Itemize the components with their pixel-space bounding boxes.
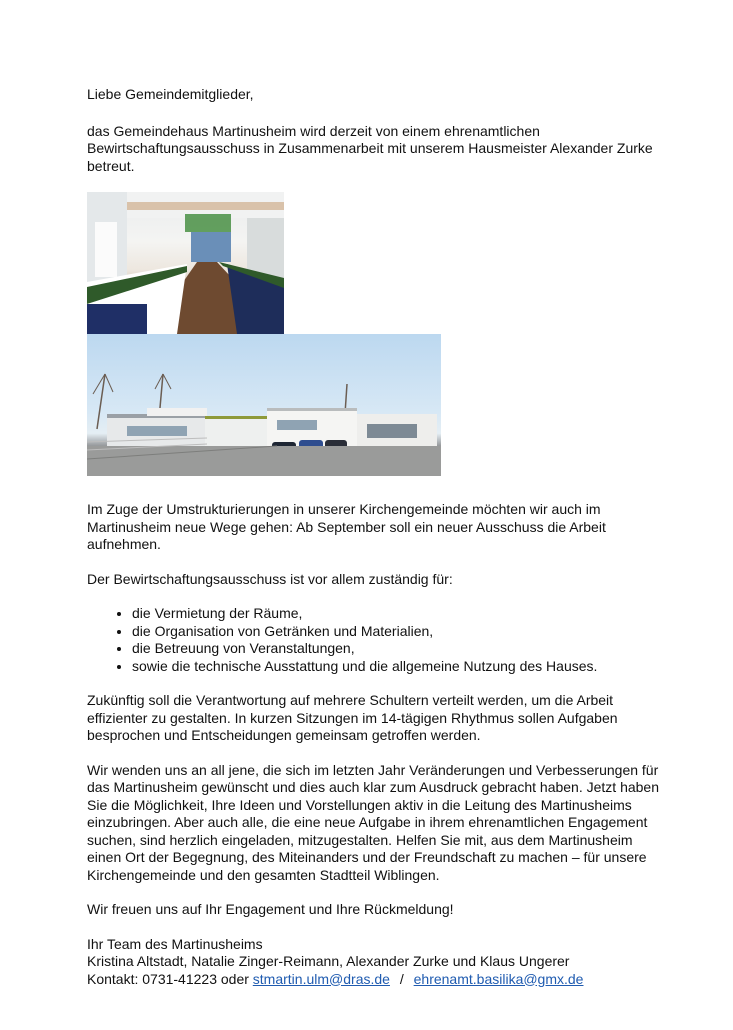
list-item: • die Betreuung von Veranstaltungen,: [132, 640, 667, 658]
paragraph-restructuring: Im Zuge der Umstrukturierungen in unserer Kirchengemeinde möchten wir auch im Martinusheim neue Wege gehen: Ab September soll ein neuer Ausschuss die Arbeit aufnehmen.: [87, 501, 606, 552]
list-item: • die Organisation von Getränken und Materialien,: [132, 623, 667, 641]
team-names: Kristina Altstadt, Natalie Zinger-Reimann, Alexander Zurke und Klaus Ungerer: [87, 953, 570, 969]
contact-line: [87, 971, 667, 989]
contact-separator: /: [399, 970, 404, 987]
hall-photo-art: [87, 192, 284, 334]
list-item: • sowie die technische Ausstattung und die allgemeine Nutzung des Hauses.: [132, 658, 667, 676]
list-item: • die Vermietung der Räume,: [132, 605, 667, 623]
greeting: Liebe Gemeindemitglieder,: [87, 86, 254, 102]
building-photo-art: [87, 334, 441, 476]
hall-photo: [87, 192, 284, 334]
email-link-ehrenamt[interactable]: ehrenamt.basilika@gmx.de: [413, 970, 584, 987]
building-photo: [87, 334, 441, 476]
paragraph-appeal: Wir wenden uns an all jene, die sich im letzten Jahr Veränderungen und Verbesserungen für das Martinusheim gewünscht und dies auch klar zum Ausdruck gebracht haben. Jetzt haben Sie die Möglichkeit, Ihre Ideen und Vorstellungen aktiv in die Leitung des Martinusheims einzubringen. Aber auch alle, die eine neue Aufgabe in ihrem ehrenamtlichen Engagement suchen, sind herzlich eingeladen, mitzugestalten. Helfen Sie mit, aus dem Martinusheim einen Ort der Begegnung, des Miteinanders und der Freundschaft zu machen – für unsere Kirchengemeinde und den gesamten Stadtteil Wiblingen.: [87, 761, 659, 883]
letter-body: [87, 86, 667, 988]
paragraph-future: Zukünftig soll die Verantwortung auf mehrere Schultern verteilt werden, um die Arbeit effizienter zu gestalten. In kurzen Sitzungen im 14-tägigen Rhythmus sollen Aufgaben besprochen und Entscheidungen gemeinsam getroffen werden.: [87, 692, 618, 743]
intro-paragraph: das Gemeindehaus Martinusheim wird derzeit von einem ehrenamtlichen Bewirtschaftungsausschuss in Zusammenarbeit mit unserem Hausmeister Alexander Zurke betreut.: [87, 122, 653, 174]
paragraph-responsibilities: Der Bewirtschaftungsausschuss ist vor allem zuständig für:: [87, 570, 453, 587]
email-link-stmartin[interactable]: stmartin.ulm@dras.de: [252, 970, 390, 987]
responsibilities-list: [87, 605, 667, 675]
contact-phone: Kontakt: 0731-41223 oder: [87, 970, 249, 987]
signoff: Ihr Team des Martinusheims: [87, 935, 263, 952]
paragraph-closing: Wir freuen uns auf Ihr Engagement und Ihre Rückmeldung!: [87, 901, 454, 917]
